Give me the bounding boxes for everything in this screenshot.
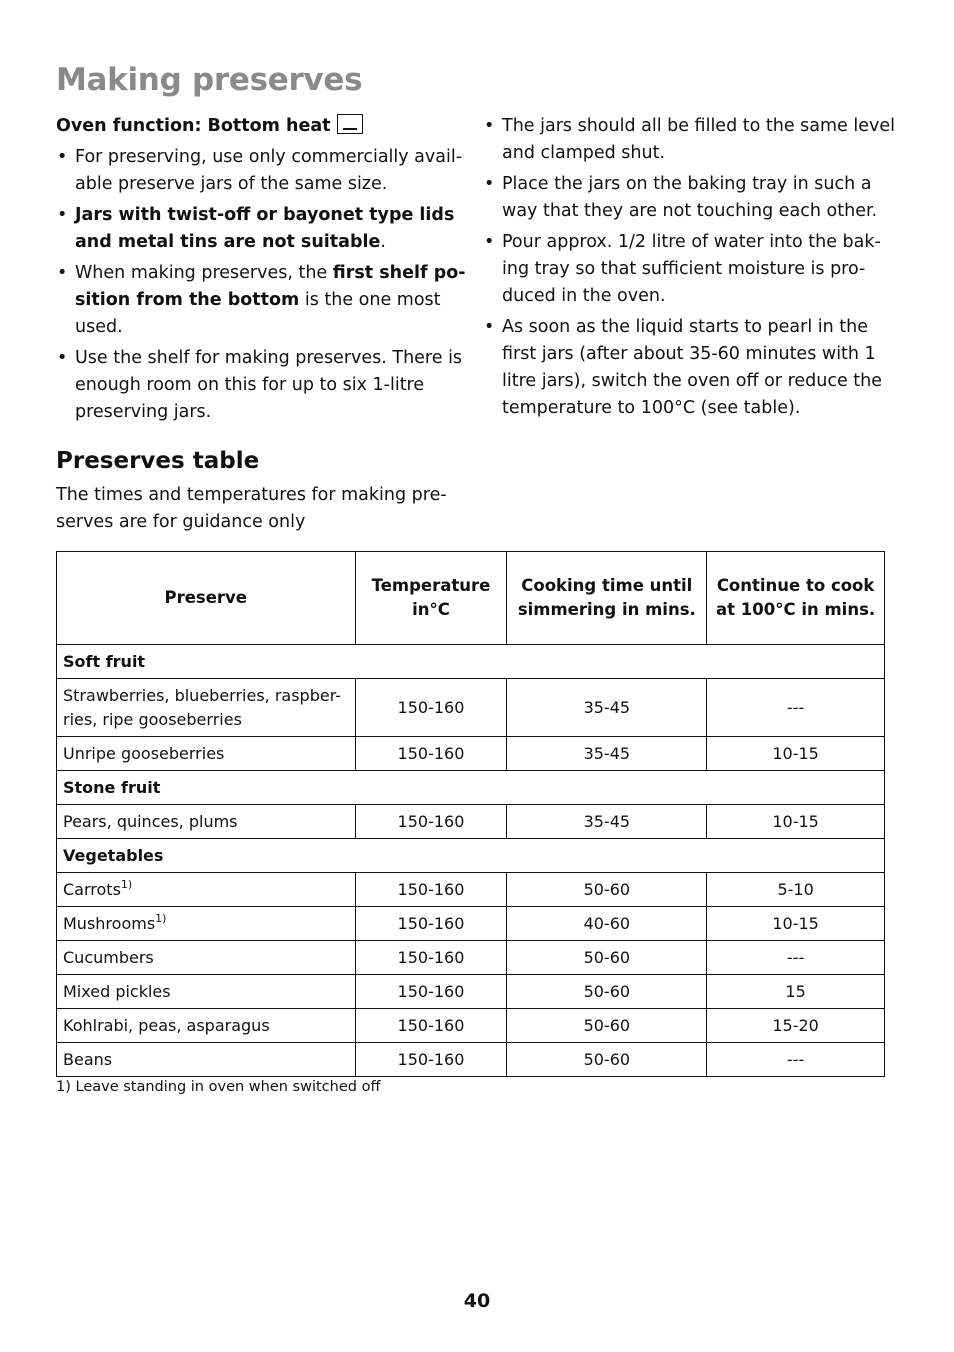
cooking-time-cell: 35-45 bbox=[507, 805, 707, 839]
bold-text: first shelf po-sition from the bottom bbox=[75, 263, 466, 310]
left-column bbox=[56, 113, 466, 430]
preserves-table bbox=[56, 551, 885, 1077]
left-bullet bbox=[56, 202, 466, 256]
cooking-time-cell: 50-60 bbox=[507, 941, 707, 975]
preserve-cell bbox=[57, 873, 356, 907]
cooking-time-cell: 50-60 bbox=[507, 975, 707, 1009]
footnote-marker: 1) bbox=[155, 911, 167, 925]
continue-cell: 10-15 bbox=[707, 737, 885, 771]
table-row bbox=[57, 737, 885, 771]
header-temperature: Temperature in°C bbox=[355, 552, 507, 645]
temperature-cell: 150-160 bbox=[355, 907, 507, 941]
table-row bbox=[57, 975, 885, 1009]
table-row bbox=[57, 1043, 885, 1077]
left-bullet-list bbox=[56, 144, 466, 426]
cooking-time-cell: 40-60 bbox=[507, 907, 707, 941]
table-row bbox=[57, 1009, 885, 1043]
preserve-cell: Beans bbox=[57, 1043, 356, 1077]
category-row bbox=[57, 839, 885, 873]
right-bullet: • Place the jars on the baking tray in such a way that they are not touching each other. bbox=[483, 171, 898, 225]
temperature-cell: 150-160 bbox=[355, 679, 507, 737]
right-bullet: • As soon as the liquid starts to pearl in the first jars (after about 35-60 minutes with 1 litre jars), switch the oven off or reduce the temperature to 100°C (see table). bbox=[483, 314, 898, 422]
preserve-name: Carrots bbox=[63, 879, 121, 899]
right-bullet: • Pour approx. 1/2 litre of water into the bak-ing tray so that sufficient moisture is pro-duced in the oven. bbox=[483, 229, 898, 310]
right-bullet-list bbox=[483, 113, 898, 422]
preserve-cell: Mixed pickles bbox=[57, 975, 356, 1009]
category-row bbox=[57, 645, 885, 679]
right-bullet: • The jars should all be filled to the same level and clamped shut. bbox=[483, 113, 898, 167]
category-cell: Vegetables bbox=[57, 839, 885, 873]
cooking-time-cell: 35-45 bbox=[507, 679, 707, 737]
table-row bbox=[57, 907, 885, 941]
oven-function-label: Oven function: Bottom heat bbox=[56, 116, 331, 136]
preserve-name: Mushrooms bbox=[63, 913, 156, 933]
left-bullet bbox=[56, 260, 466, 341]
section-intro: The times and temperatures for making pre-serves are for guidance only bbox=[56, 485, 447, 532]
header-continue-cook: Continue to cook at 100°C in mins. bbox=[707, 552, 885, 645]
continue-cell: 10-15 bbox=[707, 805, 885, 839]
category-cell: Soft fruit bbox=[57, 645, 885, 679]
section-title: Preserves table bbox=[56, 448, 260, 474]
preserve-cell: Pears, quinces, plums bbox=[57, 805, 356, 839]
bold-text: Jars with twist-off or bayonet type lids and metal tins are not suitable bbox=[75, 205, 455, 252]
continue-cell: --- bbox=[707, 679, 885, 737]
text-before: When making preserves, the bbox=[75, 263, 333, 283]
header-preserve: Preserve bbox=[57, 552, 356, 645]
continue-cell: 15-20 bbox=[707, 1009, 885, 1043]
cooking-time-cell: 35-45 bbox=[507, 737, 707, 771]
continue-cell: 5-10 bbox=[707, 873, 885, 907]
cooking-time-cell: 50-60 bbox=[507, 1043, 707, 1077]
table-row bbox=[57, 873, 885, 907]
cooking-time-cell: 50-60 bbox=[507, 873, 707, 907]
text-after: . bbox=[380, 232, 386, 252]
table-footnote: 1) Leave standing in oven when switched off bbox=[56, 1079, 381, 1095]
temperature-cell: 150-160 bbox=[355, 1009, 507, 1043]
temperature-cell: 150-160 bbox=[355, 1043, 507, 1077]
oven-function-line bbox=[56, 113, 466, 140]
header-cooking-time: Cooking time until simmering in mins. bbox=[507, 552, 707, 645]
temperature-cell: 150-160 bbox=[355, 873, 507, 907]
cooking-time-cell: 50-60 bbox=[507, 1009, 707, 1043]
temperature-cell: 150-160 bbox=[355, 737, 507, 771]
page-number: 40 bbox=[463, 1290, 491, 1312]
preserve-cell bbox=[57, 907, 356, 941]
temperature-cell: 150-160 bbox=[355, 941, 507, 975]
category-row bbox=[57, 771, 885, 805]
continue-cell: 10-15 bbox=[707, 907, 885, 941]
temperature-cell: 150-160 bbox=[355, 805, 507, 839]
left-bullet: • Use the shelf for making preserves. There is enough room on this for up to six 1-litre preserving jars. bbox=[56, 345, 466, 426]
right-column bbox=[483, 113, 898, 426]
table-header-row bbox=[57, 552, 885, 645]
category-cell: Stone fruit bbox=[57, 771, 885, 805]
text-after: is the one most used. bbox=[75, 290, 441, 337]
preserve-cell: Strawberries, blueberries, raspber-ries, ripe gooseberries bbox=[57, 679, 356, 737]
continue-cell: 15 bbox=[707, 975, 885, 1009]
continue-cell: --- bbox=[707, 941, 885, 975]
table-row bbox=[57, 941, 885, 975]
page-title: Making preserves bbox=[56, 62, 363, 98]
table-row bbox=[57, 805, 885, 839]
left-bullet: • For preserving, use only commercially avail-able preserve jars of the same size. bbox=[56, 144, 466, 198]
footnote-marker: 1) bbox=[120, 877, 133, 891]
preserve-cell: Unripe gooseberries bbox=[57, 737, 356, 771]
temperature-cell: 150-160 bbox=[355, 975, 507, 1009]
continue-cell: --- bbox=[707, 1043, 885, 1077]
table-row bbox=[57, 679, 885, 737]
preserve-cell: Cucumbers bbox=[57, 941, 356, 975]
preserve-cell: Kohlrabi, peas, asparagus bbox=[57, 1009, 356, 1043]
bottom-heat-icon bbox=[337, 114, 363, 134]
